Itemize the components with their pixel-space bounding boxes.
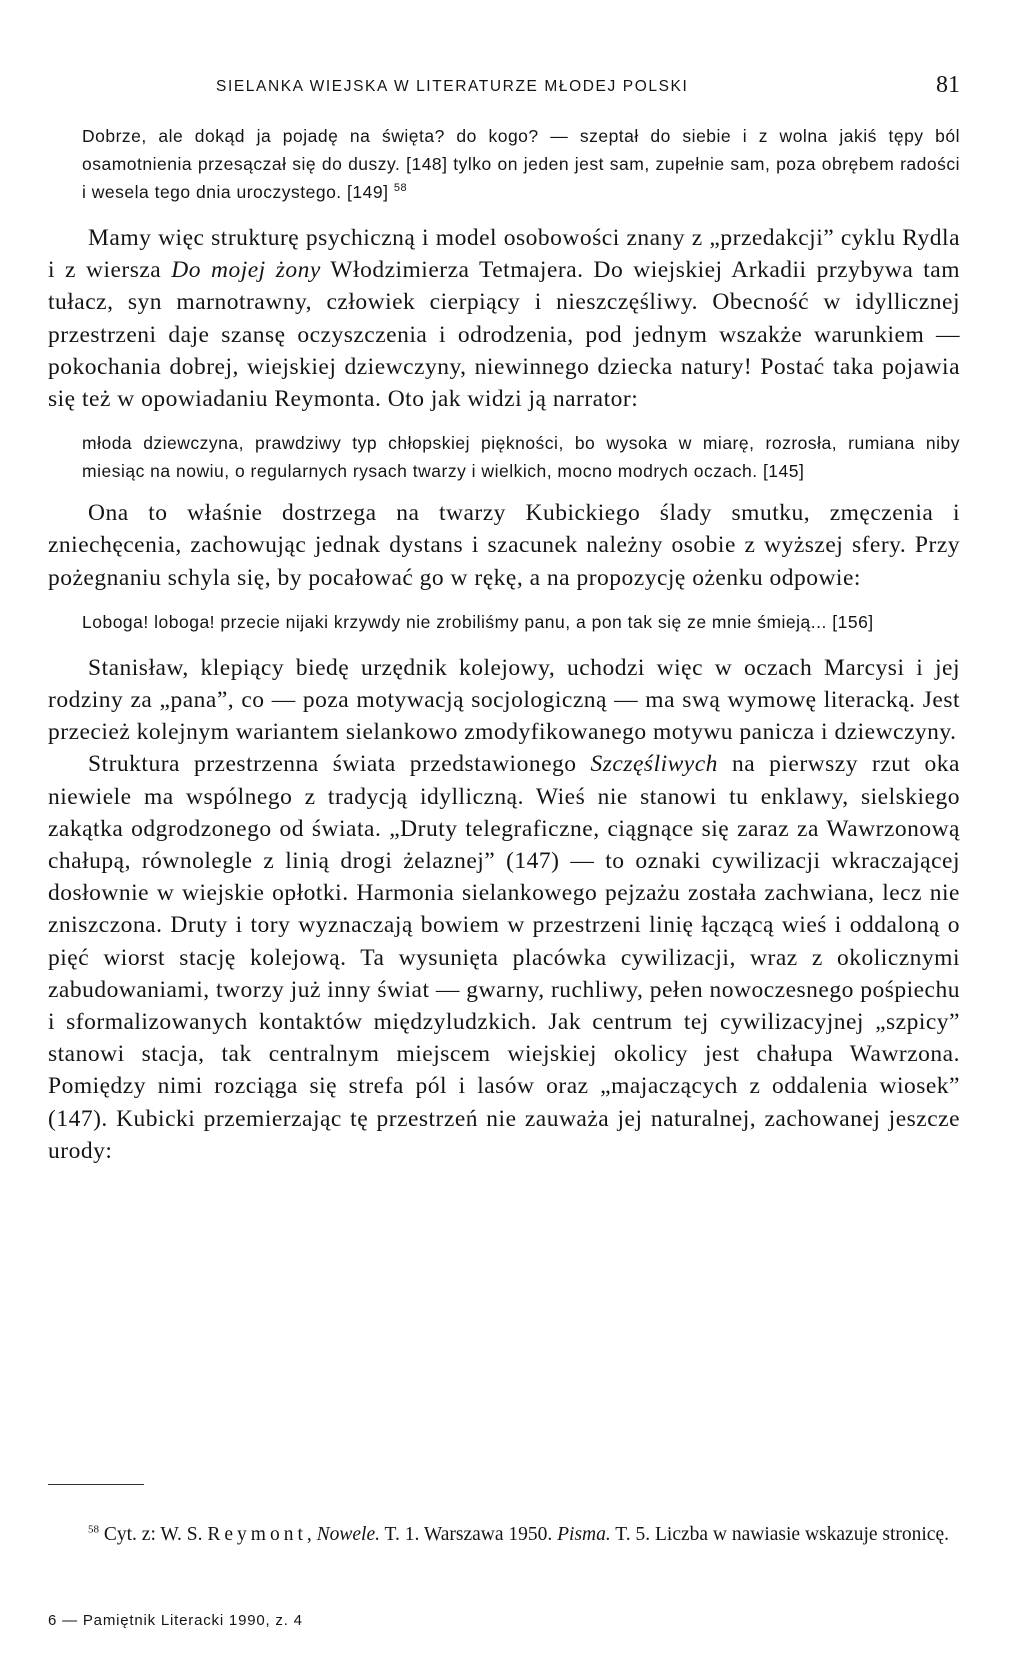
paragraph-1 bbox=[48, 222, 960, 415]
footnote-work-title: Nowele. bbox=[316, 1524, 380, 1545]
footnote-separator bbox=[48, 1484, 144, 1485]
footnote-ref[interactable]: 58 bbox=[393, 182, 408, 195]
paragraph-4-part-1: Struktura przestrzenna świata przedstawionego bbox=[88, 751, 591, 778]
footnote-author: Reymont bbox=[207, 1524, 307, 1545]
running-head: SIELANKA WIEJSKA W LITERATURZE MŁODEJ POLSKI bbox=[216, 78, 689, 95]
paragraph-2: Ona to właśnie dostrzega na twarzy Kubickiego ślady smutku, zmęczenia i zniechęcenia, zachowując jednak dystans i szacunek należny osobie z wyższej sfery. Przy pożegnaniu schyla się, by pocałować go w rękę, a na propozycję ożenku odpowie: bbox=[48, 500, 960, 591]
page-header bbox=[48, 70, 960, 106]
block-quote-3: Loboga! loboga! przecie nijaki krzywdy nie zrobiliśmy panu, a pon tak się ze mnie śmieją... [156] bbox=[82, 611, 874, 632]
footnote-58 bbox=[48, 1520, 960, 1550]
journal-signature: 6 — Pamiętnik Literacki 1990, z. 4 bbox=[48, 1612, 303, 1629]
paragraph-1-italic-title: Do mojej żony bbox=[171, 257, 321, 284]
footnote-series-title: Pisma. bbox=[557, 1524, 611, 1545]
block-quote-1-text: Dobrze, ale dokąd ja pojadę na święta? do kogo? — szeptał do siebie i z wolna jakiś tępy ból osamotnienia przesączał się do duszy. [148] tylko on jeden jest sam, zupełnie sam, poza obrębem radości i wesela tego dnia uroczystego. [149] bbox=[82, 126, 960, 202]
paragraph-4-italic-title: Szczęśliwych bbox=[590, 751, 718, 778]
paragraph-3: Stanisław, klepiący biedę urzędnik kolejowy, uchodzi więc w oczach Marcysi i jej rodziny za „pana”, co — poza motywacją socjologiczną — ma swą wymowę literacką. Jest przecież kolejnym wariantem sielankowo zmodyfikowanego motywu panicza i dziewczyny. bbox=[48, 654, 960, 746]
paragraph-4-part-2: na pierwszy rzut oka niewiele ma wspólnego z tradycją idylliczną. Wieś nie stanowi tu enklawy, sielskiego zakątka odgrodzonego od świata. „Druty telegraficzne, ciągnące się zaraz za Wawrzonową chałupą, równolegle z linią drogi żelaznej” (147) — to oznaki cywilizacji wkraczającej dosłownie w wiejskie opłotki. Harmonia sielankowego pejzażu została zachwiana, lecz nie zniszczona. Druty i tory wyznaczają bowiem w przestrzeni linię łączącą wieś i oddaloną o pięć wiorst stację kolejową. Ta wysunięta placówka cywilizacji, wraz z okolicznymi zabudowaniami, tworzy już inny świat — gwarny, ruchliwy, pełen nowoczesnego pośpiechu i sformalizowanych kontaktów międzyludzkich. Jak centrum tej cywilizacyjnej „szpicy” stanowi stacja, tak centralnym miejscem wiejskiej okolicy jest chałupa Wawrzona. Pomiędzy nimi rozciąga się strefa pól i lasów oraz „majaczących z oddalenia wiosek” (147). Kubicki przemierzając tę przestrzeń nie zauważa jej naturalnej, zachowanej jeszcze urody: bbox=[48, 751, 960, 1164]
footnote-middle: T. 1. Warszawa 1950. bbox=[379, 1524, 558, 1545]
paragraph-1-part-1: Mamy więc strukturę psychiczną i model osobowości znany z „przedakcji” cyklu Rydla i z wiersza bbox=[48, 225, 960, 284]
footnote-comma: , bbox=[306, 1524, 317, 1545]
footnote-end: T. 5. Liczba w nawiasie wskazuje stronicę. bbox=[610, 1524, 949, 1545]
paragraph-4 bbox=[48, 748, 960, 1167]
paragraph-1-part-2: Włodzimierza Tetmajera. Do wiejskiej Arkadii przybywa tam tułacz, syn marnotrawny, człowiek cierpiący i nieszczęśliwy. Obecność w idyllicznej przestrzeni daje szansę oczyszczenia i odrodzenia, pod jednym wszakże warunkiem — pokochania dobrej, wiejskiej dziewczyny, niewinnego dziecka natury! Postać taka pojawia się też w opowiadaniu Reymonta. Oto jak widzi ją narrator: bbox=[48, 257, 960, 413]
block-quote-2: młoda dziewczyna, prawdziwy typ chłopskiej piękności, bo wysoka w miarę, rozrosła, rumiana niby miesiąc na nowiu, o regularnych rysach twarzy i wielkich, mocno modrych oczach. [145] bbox=[82, 433, 960, 482]
block-quote-1 bbox=[82, 122, 960, 206]
footnote-prefix: Cyt. z: W. S. bbox=[99, 1524, 208, 1545]
page-number: 81 bbox=[936, 72, 960, 98]
page-content bbox=[48, 70, 960, 1167]
footnote-number: 58 bbox=[88, 1523, 99, 1536]
